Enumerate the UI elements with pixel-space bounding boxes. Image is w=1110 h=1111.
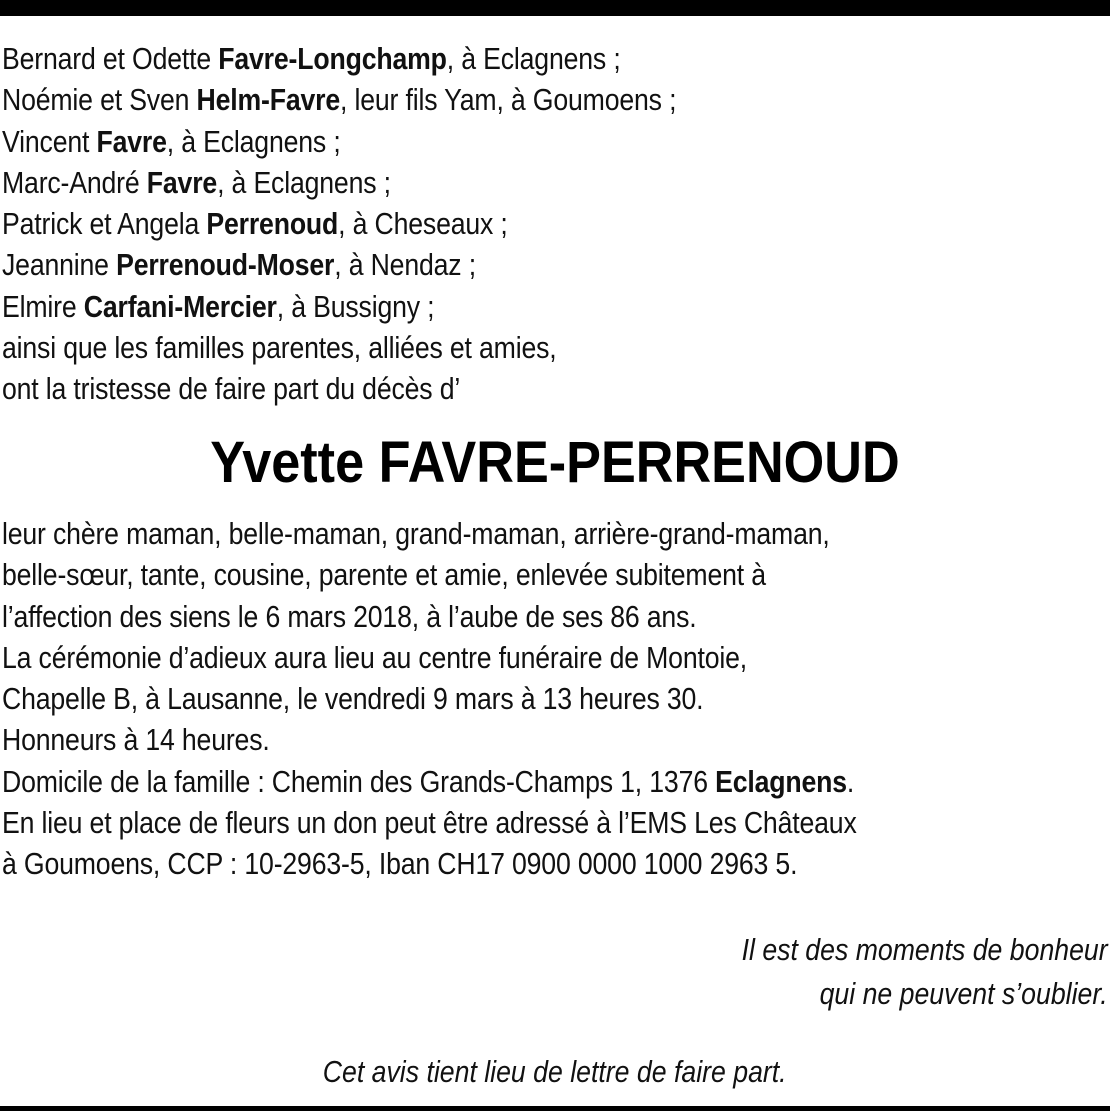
mourner-line: Noémie et Sven Helm-Favre, leur fils Yam, à Goumoens ; bbox=[2, 82, 677, 118]
mourner-line: Bernard et Odette Favre-Longchamp, à Eclagnens ; bbox=[2, 41, 621, 76]
memorial-quote bbox=[682, 928, 1108, 1016]
donation-line: En lieu et place de fleurs un don peut être adressé à l’EMS Les Châteaux bbox=[2, 805, 857, 841]
closing-note bbox=[0, 1050, 1110, 1094]
body-line: La cérémonie d’adieux aura lieu au centre funéraire de Montoie, bbox=[2, 639, 748, 675]
announcement-body bbox=[2, 513, 1102, 885]
family-name: Perrenoud-Moser bbox=[116, 247, 335, 283]
mourner-line: Jeannine Perrenoud-Moser, à Nendaz ; bbox=[2, 247, 476, 283]
domicile-line: Domicile de la famille : Chemin des Grands-Champs 1, 1376 Eclagnens. bbox=[2, 763, 855, 799]
family-name: Favre bbox=[146, 164, 218, 200]
domicile-town: Eclagnens bbox=[715, 763, 847, 799]
family-name: Favre bbox=[96, 123, 167, 159]
closing-text: Cet avis tient lieu de lettre de faire part. bbox=[323, 1054, 787, 1089]
family-name: Helm-Favre bbox=[196, 82, 341, 118]
mourner-line: Marc-André Favre, à Eclagnens ; bbox=[2, 164, 391, 200]
body-line: l’affection des siens le 6 mars 2018, à l’aube de ses 86 ans. bbox=[2, 598, 697, 634]
bottom-border-rule bbox=[0, 1106, 1110, 1111]
mourner-line: Elmire Carfani-Mercier, à Bussigny ; bbox=[2, 288, 435, 324]
deceased-name: Yvette FAVRE-PERRENOUD bbox=[210, 430, 900, 495]
intro-line: ont la tristesse de faire part du décès d’ bbox=[2, 371, 461, 407]
quote-line: Il est des moments de bonheur bbox=[741, 932, 1108, 967]
family-name: Carfani-Mercier bbox=[83, 288, 277, 324]
intro-line: ainsi que les familles parentes, alliées et amies, bbox=[2, 330, 557, 366]
mourners-list bbox=[2, 38, 1102, 410]
family-name: Perrenoud bbox=[206, 206, 339, 242]
top-border-rule bbox=[0, 0, 1110, 16]
donation-line: à Goumoens, CCP : 10-2963-5, Iban CH17 0900 0000 1000 2963 5. bbox=[2, 846, 798, 882]
body-line: Honneurs à 14 heures. bbox=[2, 722, 270, 758]
mourner-line: Patrick et Angela Perrenoud, à Cheseaux ; bbox=[2, 206, 508, 242]
body-line: belle-sœur, tante, cousine, parente et amie, enlevée subitement à bbox=[2, 557, 766, 593]
mourner-line: Vincent Favre, à Eclagnens ; bbox=[2, 123, 341, 159]
body-line: Chapelle B, à Lausanne, le vendredi 9 mars à 13 heures 30. bbox=[2, 681, 704, 717]
body-line: leur chère maman, belle-maman, grand-maman, arrière-grand-maman, bbox=[2, 516, 830, 551]
family-name: Favre-Longchamp bbox=[218, 41, 447, 76]
quote-line: qui ne peuvent s’oublier. bbox=[819, 976, 1108, 1011]
